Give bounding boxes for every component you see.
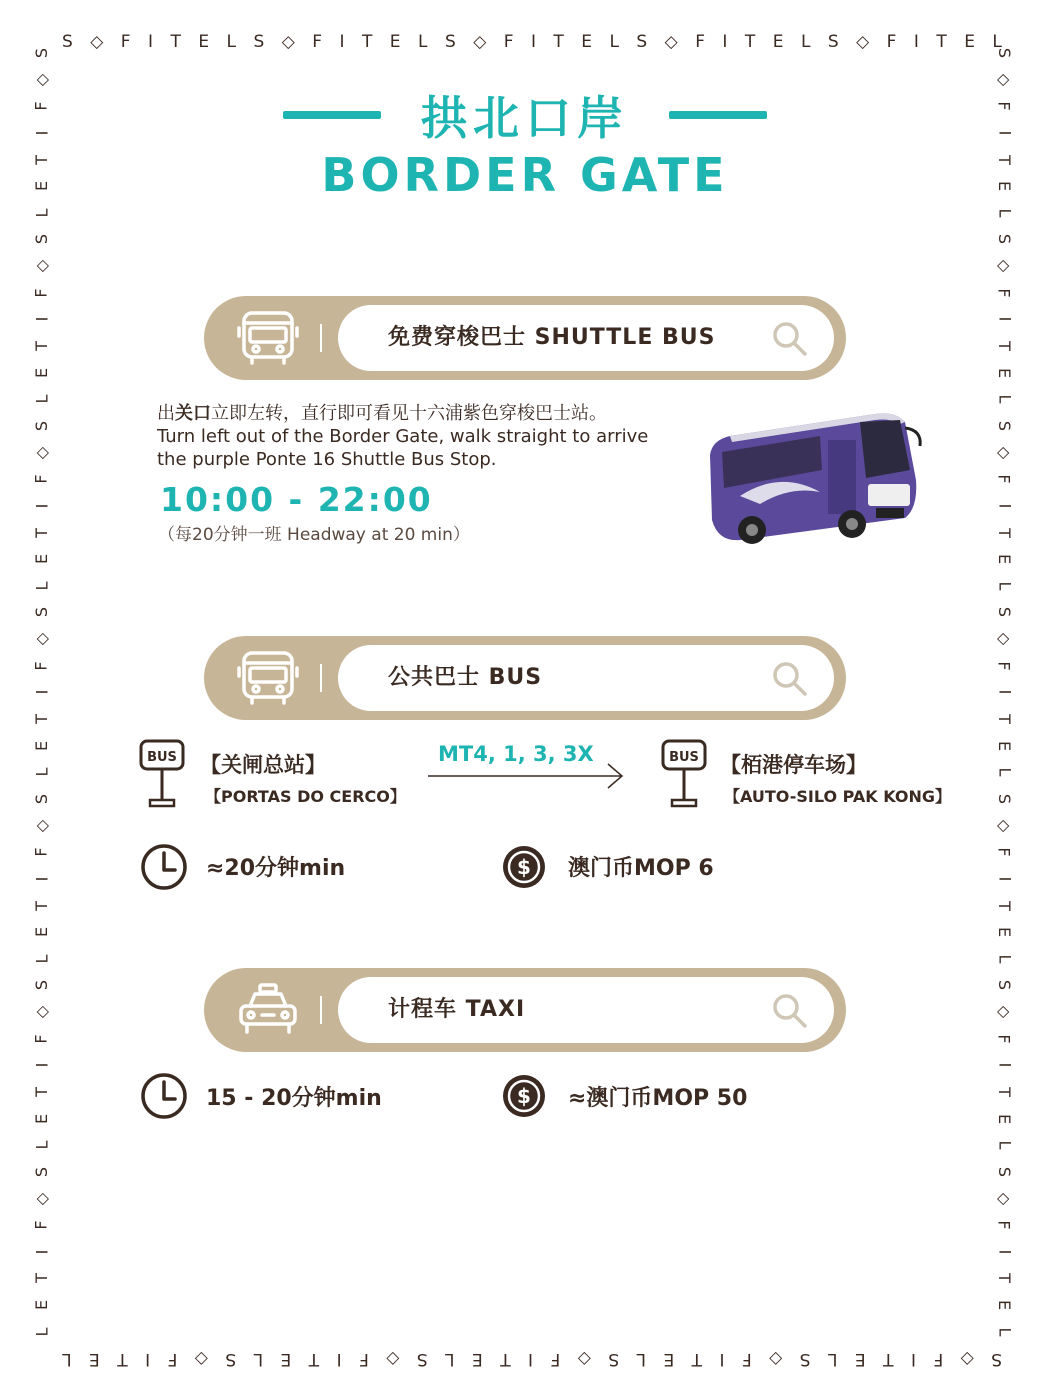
border-letter: F [994, 474, 1014, 484]
border-letter: L [800, 32, 811, 52]
border-letter: T [32, 714, 51, 724]
border-letter: F [359, 1349, 369, 1369]
border-letter: ◇ [386, 1349, 400, 1369]
border-letter: L [418, 32, 428, 52]
border-letter: ◇ [32, 819, 51, 832]
border-letter: L [994, 767, 1014, 777]
border-letter: ◇ [32, 73, 51, 86]
destination-stop-cn: 【栢港停车场】 [720, 753, 867, 777]
border-letter: ◇ [995, 1005, 1014, 1019]
border-letter: L [62, 1349, 72, 1369]
border-letter: F [31, 1034, 51, 1044]
border-letter: I [995, 876, 1014, 882]
border-letter: L [994, 1140, 1014, 1150]
bus-stop-sign-text: BUS [147, 750, 177, 765]
border-letter: S [995, 980, 1014, 991]
bus-duration: ≈20分钟min [206, 856, 346, 881]
border-letter: F [167, 1349, 178, 1369]
sofitel-border-top [62, 30, 1002, 54]
border-letter: L [31, 394, 51, 404]
border-letter: I [145, 1349, 151, 1369]
border-letter: F [31, 847, 51, 857]
border-letter: ◇ [995, 1192, 1014, 1205]
border-letter: L [994, 394, 1014, 404]
title-rule-left [283, 111, 381, 119]
border-letter: I [336, 1349, 342, 1369]
border-letter: I [719, 1349, 725, 1369]
border-letter: L [609, 32, 619, 52]
border-letter: E [89, 1349, 100, 1369]
border-letter: ◇ [769, 1349, 783, 1369]
border-letter: I [530, 32, 536, 52]
border-letter: T [995, 714, 1014, 724]
border-letter: I [32, 876, 51, 882]
bus-routes: MT4, 1, 3, 3X [438, 742, 594, 766]
border-letter: L [31, 581, 51, 591]
border-letter: T [995, 154, 1014, 165]
border-letter: E [994, 181, 1014, 192]
border-letter: E [31, 927, 51, 938]
directions-cn-suffix: 立即左转，直行即可看见十六浦紫色穿梭巴士站。 [211, 403, 607, 424]
border-letter: F [312, 32, 323, 52]
taxi-fare: ≈澳门币MOP 50 [568, 1086, 748, 1111]
page-title-cn: 拱北口岸 [421, 91, 629, 145]
border-letter: T [32, 527, 51, 538]
border-letter: F [550, 1349, 561, 1369]
border-letter: T [553, 32, 564, 52]
border-letter: S [225, 1349, 237, 1369]
border-letter: T [170, 32, 181, 52]
border-letter: E [471, 1349, 483, 1369]
border-letter: I [32, 1062, 51, 1068]
border-letter: S [827, 32, 839, 52]
bus-stop-sign-text: BUS [669, 750, 699, 765]
border-letter: F [503, 32, 514, 52]
header-title-row [0, 80, 1050, 150]
border-letter: F [994, 288, 1014, 298]
border-letter: F [994, 1034, 1014, 1044]
border-letter: S [253, 32, 265, 52]
clock-icon [140, 1072, 188, 1120]
border-letter: I [32, 317, 51, 322]
border-letter: S [444, 32, 456, 52]
pill-divider [320, 996, 322, 1024]
border-letter: L [31, 208, 51, 218]
border-letter: T [32, 1087, 51, 1097]
border-letter: L [31, 1327, 51, 1337]
border-letter: E [964, 32, 975, 52]
border-letter: I [995, 317, 1014, 322]
search-icon [770, 991, 810, 1031]
border-letter: S [799, 1349, 811, 1369]
border-letter: T [32, 900, 51, 911]
border-letter: I [995, 690, 1014, 695]
search-icon [770, 319, 810, 359]
shuttle-hours: 10:00 - 22:00 [160, 480, 433, 519]
border-letter: ◇ [32, 446, 51, 459]
border-letter: I [910, 1349, 916, 1369]
directions-en-line2: the purple Ponte 16 Shuttle Bus Stop. [157, 449, 497, 470]
border-letter: S [995, 234, 1014, 245]
border-letter: E [31, 554, 51, 565]
border-letter: I [32, 690, 51, 695]
section-header-taxi [204, 968, 846, 1052]
border-letter: T [883, 1349, 894, 1369]
border-letter: S [995, 793, 1014, 805]
bus-label-box [338, 645, 834, 711]
border-letter: I [995, 1062, 1014, 1068]
border-letter: E [389, 32, 401, 52]
border-letter: ◇ [90, 32, 104, 52]
border-letter: T [936, 32, 947, 52]
border-letter: E [994, 554, 1014, 565]
section-header-shuttle [204, 296, 846, 380]
shuttle-label-box [338, 305, 834, 371]
border-letter: L [827, 1349, 838, 1369]
border-letter: ◇ [32, 1005, 51, 1019]
directions-cn-prefix: 出 [157, 403, 175, 424]
border-letter: S [416, 1349, 428, 1369]
border-letter: F [31, 661, 51, 671]
border-letter: F [933, 1349, 944, 1369]
pill-divider [320, 324, 322, 352]
border-letter: S [32, 1166, 51, 1177]
border-letter: S [608, 1349, 620, 1369]
border-letter: I [528, 1349, 534, 1369]
origin-stop-cn: 【关闸总站】 [200, 753, 326, 777]
border-letter: E [198, 32, 210, 52]
pill-divider [320, 664, 322, 692]
border-letter: L [994, 1327, 1014, 1337]
border-letter: E [31, 1113, 51, 1124]
border-letter: F [994, 101, 1014, 111]
bus-front-icon [236, 650, 300, 706]
border-letter: I [995, 130, 1014, 136]
directions-cn [157, 402, 697, 425]
bus-stop-sign-icon [660, 738, 708, 810]
border-letter: S [995, 607, 1014, 618]
border-letter: L [992, 32, 1002, 52]
border-letter: S [32, 793, 51, 805]
shuttle-directions [157, 402, 697, 471]
border-letter: T [32, 1273, 51, 1284]
border-letter: I [995, 1249, 1014, 1255]
arrow-right-icon [426, 762, 628, 790]
border-letter: F [31, 1220, 51, 1230]
border-letter: ◇ [473, 32, 487, 52]
sofitel-border-left [30, 45, 54, 1340]
sofitel-border-bottom [62, 1347, 1002, 1371]
border-letter: L [31, 1140, 51, 1150]
border-letter: L [636, 1349, 646, 1369]
border-letter: ◇ [995, 259, 1014, 273]
border-letter: E [854, 1349, 866, 1369]
border-letter: S [995, 1166, 1014, 1177]
border-letter: ◇ [995, 73, 1014, 86]
border-letter: ◇ [856, 32, 870, 52]
border-letter: ◇ [194, 1349, 208, 1369]
border-letter: S [995, 420, 1014, 432]
border-letter: S [32, 47, 51, 59]
title-rule-right [669, 111, 767, 119]
directions-en-line1: Turn left out of the Border Gate, walk straight to arrive [157, 426, 649, 447]
border-letter: S [32, 420, 51, 432]
border-letter: E [994, 1113, 1014, 1124]
border-letter: T [691, 1349, 703, 1369]
bus-fare: 澳门币MOP 6 [568, 856, 714, 881]
destination-stop-pt: 【AUTO-SILO PAK KONG】 [724, 787, 952, 806]
border-letter: E [31, 1300, 51, 1311]
border-letter: F [994, 1220, 1014, 1230]
border-letter: I [148, 32, 154, 52]
border-letter: F [120, 32, 131, 52]
border-letter: L [253, 1349, 264, 1369]
border-letter: S [32, 607, 51, 618]
border-letter: F [31, 288, 51, 298]
border-letter: L [31, 767, 51, 777]
border-letter: E [663, 1349, 675, 1369]
border-letter: ◇ [664, 32, 678, 52]
border-letter: T [995, 1273, 1014, 1284]
border-letter: T [32, 341, 51, 351]
taxi-duration: 15 - 20分钟min [206, 1086, 382, 1111]
border-letter: ◇ [995, 819, 1014, 832]
svg-text:$: $ [517, 1084, 531, 1108]
page-title-en: BORDER GATE [321, 148, 729, 202]
border-letter: I [32, 130, 51, 136]
border-letter: S [991, 1349, 1002, 1369]
section-label-taxi: 计程车 TAXI [388, 997, 526, 1022]
border-letter: T [361, 32, 373, 52]
border-letter: T [995, 527, 1014, 538]
taxi-label-box [338, 977, 834, 1043]
directions-cn-bold: 关口 [175, 403, 211, 424]
border-letter: E [31, 740, 51, 751]
section-label-bus: 公共巴士 BUS [388, 665, 543, 690]
border-letter: I [995, 503, 1014, 509]
border-letter: L [445, 1349, 455, 1369]
border-letter: ◇ [995, 632, 1014, 646]
border-letter: F [31, 101, 51, 111]
border-letter: T [500, 1349, 511, 1369]
border-letter: ◇ [960, 1349, 974, 1369]
border-letter: L [226, 32, 237, 52]
border-letter: I [913, 32, 919, 52]
border-letter: T [995, 341, 1014, 351]
border-letter: E [772, 32, 784, 52]
taxi-icon [236, 982, 300, 1038]
shuttle-bus-image [700, 400, 930, 550]
border-letter: T [308, 1349, 320, 1369]
border-letter: L [994, 954, 1014, 964]
border-letter: ◇ [32, 1192, 51, 1205]
border-letter: T [117, 1349, 128, 1369]
bus-front-icon [236, 310, 300, 366]
border-letter: I [722, 32, 728, 52]
border-letter: ◇ [281, 32, 295, 52]
search-icon [770, 659, 810, 699]
clock-icon [140, 843, 188, 891]
border-letter: ◇ [32, 632, 51, 646]
border-letter: L [994, 208, 1014, 218]
border-letter: E [994, 367, 1014, 378]
border-letter: F [741, 1349, 752, 1369]
bus-stop-sign-icon [138, 738, 186, 810]
border-letter: T [32, 154, 51, 165]
border-letter: E [31, 181, 51, 192]
border-letter: ◇ [577, 1349, 591, 1369]
border-letter: E [994, 1300, 1014, 1311]
border-letter: S [32, 980, 51, 991]
border-letter: I [339, 32, 345, 52]
border-letter: ◇ [995, 446, 1014, 459]
sofitel-border-right [992, 45, 1016, 1340]
border-letter: E [31, 367, 51, 378]
dollar-coin-icon [500, 1072, 548, 1120]
border-letter: E [994, 927, 1014, 938]
border-letter: S [62, 32, 73, 52]
origin-stop-pt: 【PORTAS DO CERCO】 [205, 787, 406, 806]
border-letter: E [581, 32, 593, 52]
border-letter: T [995, 900, 1014, 911]
border-letter: I [32, 1249, 51, 1255]
border-letter: S [995, 47, 1014, 59]
border-letter: T [995, 1087, 1014, 1097]
section-label-shuttle: 免费穿梭巴士 SHUTTLE BUS [388, 325, 716, 350]
border-letter: S [636, 32, 648, 52]
section-header-bus [204, 636, 846, 720]
border-letter: F [886, 32, 897, 52]
border-letter: ◇ [32, 259, 51, 273]
border-letter: F [994, 661, 1014, 671]
border-letter: F [695, 32, 705, 52]
border-letter: I [32, 503, 51, 509]
shuttle-headway: （每20分钟一班 Headway at 20 min） [158, 525, 470, 545]
border-letter: L [994, 581, 1014, 591]
svg-text:$: $ [517, 855, 531, 879]
border-letter: F [31, 474, 51, 484]
border-letter: S [32, 234, 51, 245]
border-letter: E [280, 1349, 292, 1369]
border-letter: L [31, 954, 51, 964]
border-letter: F [994, 847, 1014, 857]
border-letter: E [994, 740, 1014, 751]
border-letter: T [744, 32, 756, 52]
dollar-coin-icon [500, 843, 548, 891]
